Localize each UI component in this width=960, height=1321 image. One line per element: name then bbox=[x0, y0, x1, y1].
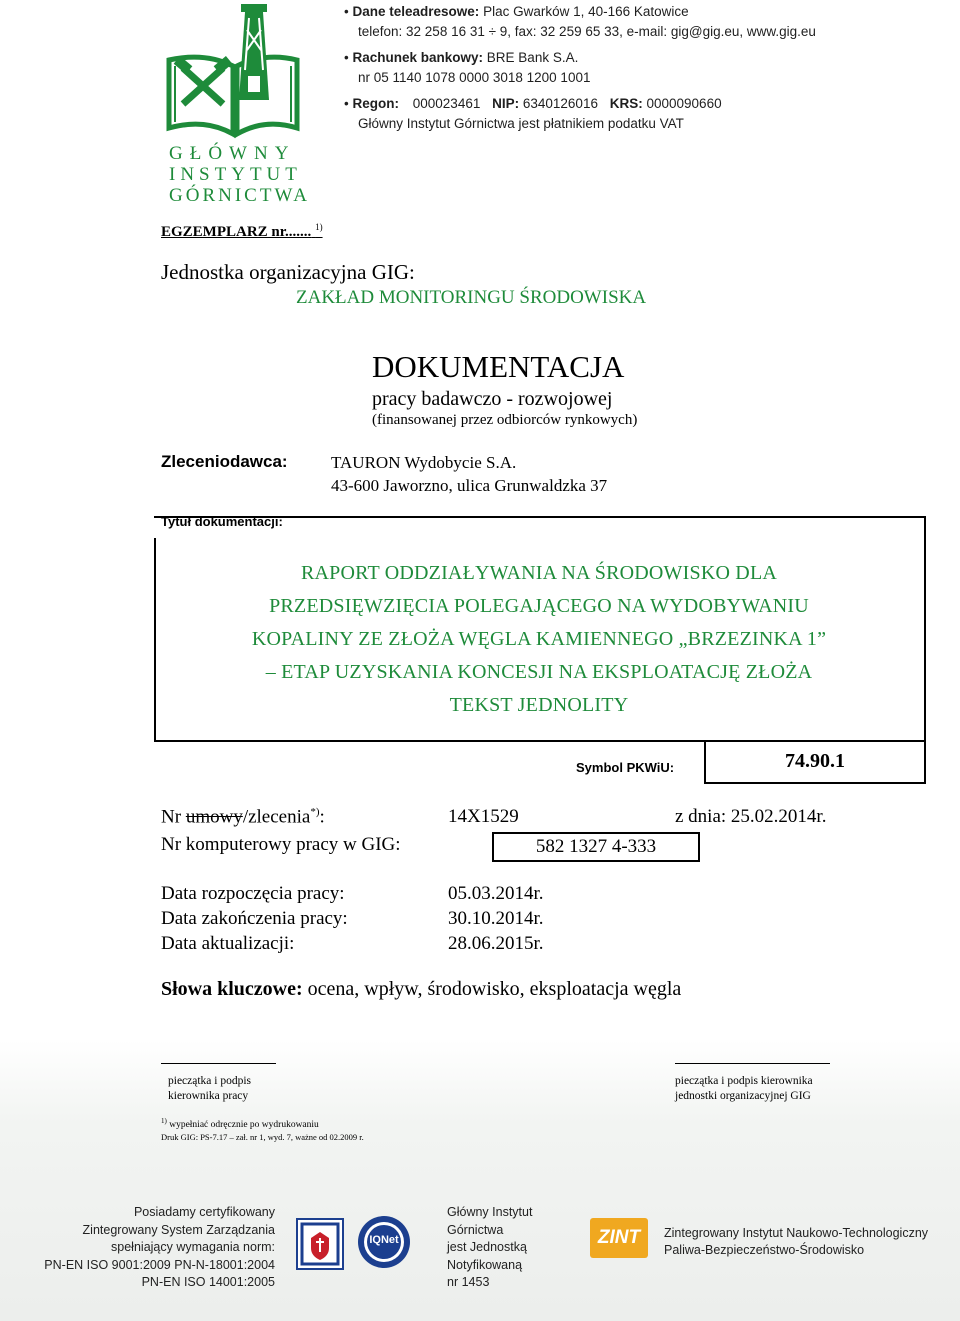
date-label: Data zakończenia pracy: bbox=[161, 908, 348, 929]
gig-emblem-icon bbox=[165, 0, 305, 150]
gig-name-line-3: GÓRNICTWA bbox=[169, 185, 310, 206]
iqnet-logo bbox=[356, 1214, 412, 1270]
doc-title-line: RAPORT ODDZIAŁYWANIA NA ŚRODOWISKO DLA bbox=[300, 562, 778, 584]
signature-right bbox=[675, 1063, 830, 1064]
bank-label: Rachunek bankowy: bbox=[352, 50, 484, 65]
date-row bbox=[161, 881, 544, 906]
signature-right-line: jednostki organizacyjnej GIG bbox=[675, 1090, 811, 1102]
footnote-sup: 1) bbox=[161, 1117, 167, 1125]
notified-line: jest Jednostką bbox=[447, 1240, 527, 1254]
nip-label: NIP: bbox=[492, 96, 520, 111]
doc-title-line: KOPALINY ZE ZŁOŻA WĘGLA KAMIENNEGO „BRZEZINKA 1” bbox=[251, 628, 827, 650]
contact-block bbox=[344, 2, 944, 134]
bullet: • bbox=[344, 96, 349, 111]
pkwiu-value: 74.90.1 bbox=[785, 750, 845, 772]
bank-row bbox=[344, 48, 944, 68]
copy-number bbox=[161, 222, 323, 241]
contract-date: z dnia: 25.02.2014r. bbox=[675, 806, 827, 827]
nip-value: 6340126016 bbox=[522, 96, 598, 111]
keywords-label: Słowa kluczowe: bbox=[161, 978, 303, 1000]
contact-address: Plac Gwarków 1, 40-166 Katowice bbox=[483, 4, 689, 19]
gig-name-line-2: INSTYTUT bbox=[169, 164, 302, 185]
client-address: 43-600 Jaworzno, ulica Grunwaldzka 37 bbox=[331, 476, 608, 495]
doc-note: (finansowanej przez odbiorców rynkowych) bbox=[372, 412, 638, 428]
contract-sup: *) bbox=[310, 806, 320, 818]
keywords bbox=[161, 978, 681, 1001]
regon-row bbox=[344, 94, 944, 114]
doc-subtitle: pracy badawczo - rozwojowej bbox=[372, 388, 613, 410]
notified-line: Górnictwa bbox=[447, 1222, 504, 1237]
zint-text bbox=[664, 1225, 928, 1259]
cert-text bbox=[30, 1204, 275, 1292]
pkwiu-box bbox=[704, 740, 926, 784]
cert-line: Zintegrowany System Zarządzania bbox=[82, 1222, 275, 1237]
doc-title-label: Tytuł dokumentacji: bbox=[161, 514, 283, 529]
zint-line: Zintegrowany Instytut Naukowo-Technologiczny bbox=[664, 1226, 929, 1240]
signature-left-line: pieczątka i podpis bbox=[168, 1075, 252, 1087]
zint-logo-text: ZINT bbox=[597, 1227, 641, 1248]
doc-title-lines bbox=[156, 557, 922, 722]
keywords-value: ocena, wpływ, środowisko, eksploatacja węgla bbox=[307, 978, 682, 1000]
signature-left-text bbox=[168, 1074, 251, 1104]
notified-line: Główny Instytut bbox=[447, 1205, 533, 1219]
vat-note: Główny Instytut Górnictwa jest płatnikiem podatku VAT bbox=[358, 116, 684, 131]
krs-value: 0000090660 bbox=[646, 96, 722, 111]
contract-rest: /zlecenia bbox=[242, 806, 311, 828]
unit-label: Jednostka organizacyjna GIG: bbox=[161, 260, 415, 284]
bullet: • bbox=[344, 50, 349, 65]
bank-account: nr 05 1140 1078 0000 3018 1200 1001 bbox=[358, 70, 591, 85]
copy-sup: 1) bbox=[315, 222, 323, 232]
footnote-form: Druk GIG: PS-7.17 – zał. nr 1, wyd. 7, ważne od 02.2009 r. bbox=[161, 1132, 364, 1143]
contact-label: Dane teleadresowe: bbox=[352, 4, 480, 19]
certification-logo bbox=[296, 1218, 344, 1270]
contract-prefix: Nr bbox=[161, 806, 186, 828]
zint-logo bbox=[590, 1218, 648, 1258]
client-name: TAURON Wydobycie S.A. bbox=[331, 453, 517, 472]
signature-right-text bbox=[675, 1074, 813, 1104]
krs-label: KRS: bbox=[609, 96, 643, 111]
bullet: • bbox=[344, 4, 349, 19]
footnote bbox=[161, 1115, 364, 1143]
signature-left-line: kierownika pracy bbox=[168, 1090, 249, 1102]
doc-title-line: TEKST JEDNOLITY bbox=[449, 694, 629, 716]
gig-logo bbox=[165, 0, 310, 210]
date-label: Data aktualizacji: bbox=[161, 933, 295, 954]
date-value: 05.03.2014r. bbox=[448, 883, 544, 904]
footnote-text: wypełniać odręcznie po wydrukowaniu bbox=[169, 1120, 319, 1131]
cert-line: spełniający wymagania norm: bbox=[111, 1240, 275, 1254]
cert-line: Posiadamy certyfikowany bbox=[133, 1205, 275, 1219]
regon-value: 000023461 bbox=[412, 96, 481, 111]
bank-name: BRE Bank S.A. bbox=[486, 50, 579, 65]
regon-label: Regon: bbox=[352, 96, 399, 111]
cert-shield-icon bbox=[296, 1218, 344, 1270]
date-label: Data rozpoczęcia pracy: bbox=[161, 883, 345, 904]
contract-number: 14X1529 bbox=[448, 806, 519, 827]
cert-line: PN-EN ISO 14001:2005 bbox=[141, 1275, 275, 1289]
computer-no-box bbox=[492, 832, 700, 862]
date-row bbox=[161, 906, 544, 931]
client-label: Zleceniodawca: bbox=[161, 452, 288, 471]
notified-line: Notyfikowaną bbox=[447, 1257, 523, 1272]
doc-title-line: – ETAP UZYSKANIA KONCESJI NA EKSPLOATACJĘ ZŁOŻA bbox=[265, 661, 813, 683]
pkwiu-label: Symbol PKWiU: bbox=[576, 760, 675, 775]
notified-text bbox=[447, 1204, 532, 1292]
cert-line: PN-EN ISO 9001:2009 PN-N-18001:2004 bbox=[44, 1257, 275, 1272]
computer-no-label: Nr komputerowy pracy w GIG: bbox=[161, 834, 401, 855]
notified-line: nr 1453 bbox=[447, 1275, 490, 1289]
footnote-row bbox=[161, 1115, 364, 1131]
signature-left bbox=[161, 1063, 276, 1064]
doc-title-line: PRZEDSIĘWZIĘCIA POLEGAJĄCEGO NA WYDOBYWANIU bbox=[269, 595, 809, 617]
date-value: 28.06.2015r. bbox=[448, 933, 544, 954]
iqnet-text: IQNet bbox=[369, 1234, 399, 1246]
computer-no-value: 582 1327 4-333 bbox=[535, 836, 657, 857]
doc-title: DOKUMENTACJA bbox=[372, 349, 625, 384]
date-row bbox=[161, 931, 544, 956]
contact-row bbox=[344, 2, 944, 22]
contract-colon: : bbox=[319, 806, 325, 828]
contact-line-2: telefon: 32 258 16 31 ÷ 9, fax: 32 259 65 33, e-mail: gig@gig.eu, www.gig.eu bbox=[358, 24, 816, 39]
copy-label: EGZEMPLARZ nr....... bbox=[161, 224, 312, 240]
unit-name: ZAKŁAD MONITORINGU ŚRODOWISKA bbox=[296, 287, 647, 308]
gig-name-line-1: GŁÓWNY bbox=[169, 143, 296, 164]
zint-line: Paliwa-Bezpieczeństwo-Środowisko bbox=[664, 1243, 865, 1257]
contract-struck: umowy bbox=[185, 806, 243, 828]
signature-right-line: pieczątka i podpis kierownika bbox=[675, 1075, 813, 1087]
dates-block bbox=[161, 881, 544, 956]
date-value: 30.10.2014r. bbox=[448, 908, 544, 929]
